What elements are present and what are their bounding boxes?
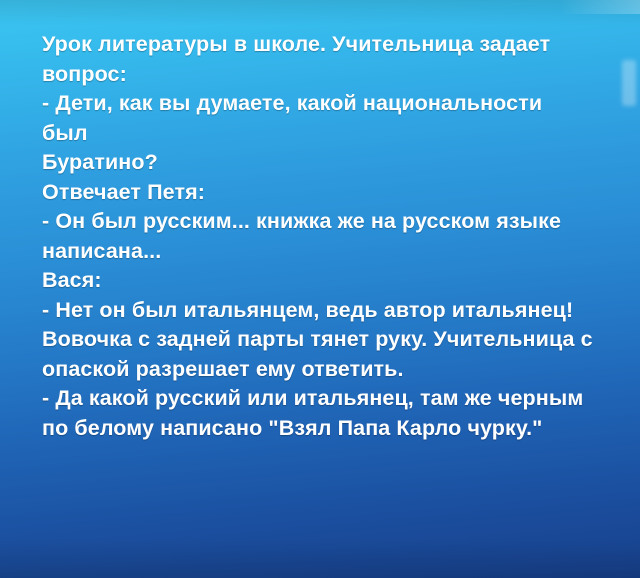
joke-line: Буратино? [42,150,158,174]
joke-line: Урок литературы в школе. Учительница задает [42,32,551,56]
joke-line: был [42,120,88,145]
joke-line: - Да какой русский или итальянец, там же черным [42,386,584,410]
joke-line: написана... [42,238,162,263]
joke-line: - Нет он был итальянцем, ведь автор итальянец! [42,297,574,322]
joke-line: Вася: [42,268,102,292]
joke-line: Вовочка с задней парты тянет руку. Учительница с [42,327,593,351]
joke-text-block [42,30,610,443]
joke-line: опаской разрешает ему ответить. [42,356,404,381]
joke-line: Отвечает Петя: [42,179,205,204]
joke-line: - Он был русским... книжка же на русском языке [42,209,562,233]
right-edge-highlight [622,60,636,106]
joke-line: вопрос: [42,61,127,86]
joke-line: по белому написано "Взял Папа Карло чурку." [42,415,543,440]
joke-line: - Дети, как вы думаете, какой национальности [42,91,543,115]
top-right-highlight [560,0,640,14]
